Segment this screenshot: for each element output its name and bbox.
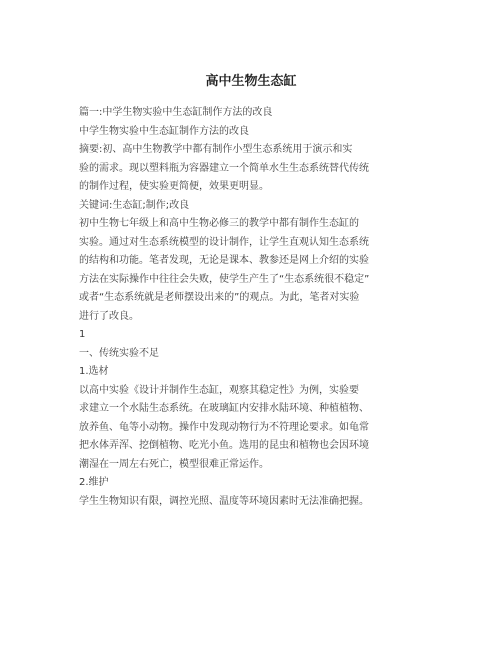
text-line: 关键词:生态缸;制作;改良	[79, 199, 190, 211]
section-heading: 一、传统实验不足	[79, 347, 159, 359]
text-line: 放养鱼、龟等小动物。操作中发现动物行为不符理论要求。如龟常	[79, 421, 369, 433]
text-line: 求建立一个水陆生态系统。在玻璃缸内安排水陆环境、种植植物、	[79, 403, 369, 414]
text-line: 初中生物七年级上和高中生物必修三的教学中都有制作生态缸的	[79, 218, 359, 229]
text-line: 的制作过程，使实验更简便，效果更明显。	[79, 181, 269, 192]
text-line: 以高中实验《设计并制作生态缸，观察其稳定性》为例，实验要	[79, 384, 359, 396]
text-line: 摘要:初、高中生物教学中都有制作小型生态系统用于演示和实	[79, 144, 353, 155]
text-line: 实验。通过对生态系统模型的设计制作，让学生直观认知生态系统	[79, 236, 369, 248]
page-number-line: 1	[79, 329, 86, 340]
text-line: 潮湿在一周左右死亡，模型很难正常运作。	[79, 458, 269, 470]
text-line: 进行了改良。	[79, 310, 139, 322]
text-line: 中学生物实验中生态缸制作方法的改良	[79, 125, 249, 137]
subsection-heading: 2.维护	[79, 477, 109, 488]
text-line: 把水体弄浑、挖倒植物、吃光小鱼。选用的昆虫和植物也会因环境	[79, 440, 369, 451]
text-line: 或者“生态系统就是老师摆设出来的”的观点。为此，笔者对实验	[79, 292, 360, 303]
text-line: 方法在实际操作中往往会失败，使学生产生了“生态系统很不稳定”	[79, 273, 370, 285]
text-line: 学生生物知识有限，调控光照、温度等环境因素时无法准确把握。	[79, 495, 369, 507]
text-line: 篇一:中学生物实验中生态缸制作方法的改良	[79, 107, 273, 118]
text-line: 的结构和功能。笔者发现，无论是课本、教参还是网上介绍的实验	[79, 255, 369, 266]
document-title: 高中生物生态缸	[205, 74, 297, 89]
document-body	[79, 104, 409, 511]
text-line: 验的需求。现以塑料瓶为容器建立一个简单水生生态系统替代传统	[79, 162, 369, 174]
subsection-heading: 1.选材	[79, 366, 109, 377]
